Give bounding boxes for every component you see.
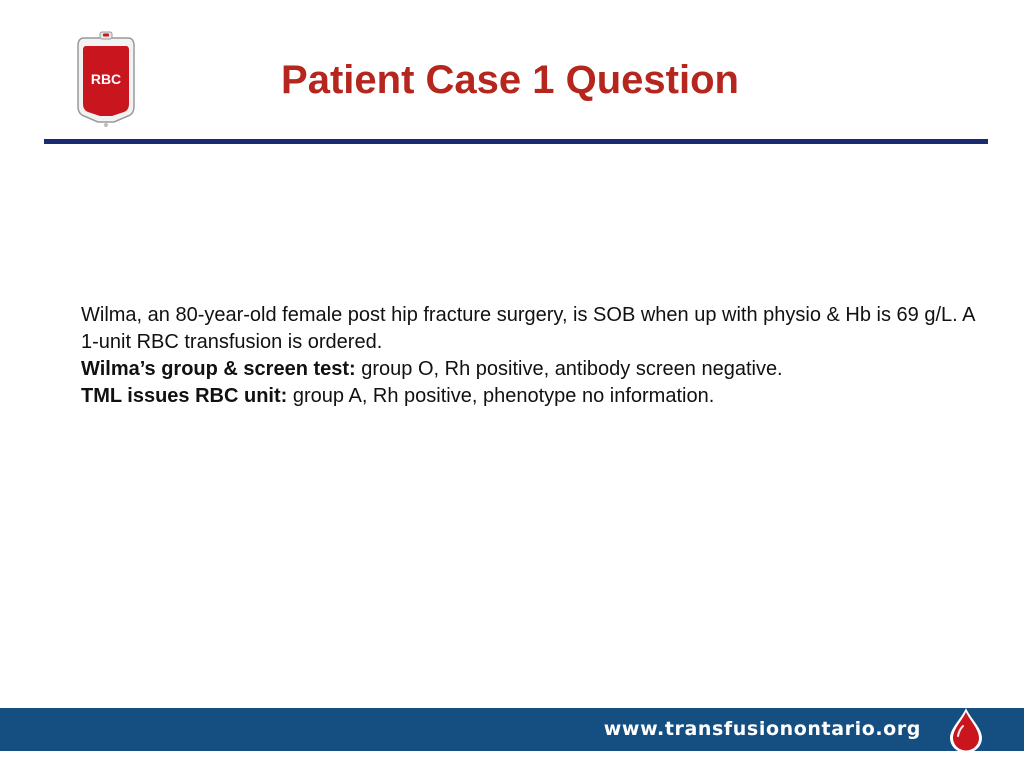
screen-test-line: [81, 356, 991, 383]
issued-unit-line: [81, 383, 991, 410]
page-title: Patient Case 1 Question: [281, 58, 739, 102]
case-description: [81, 302, 991, 410]
footer-url[interactable]: www.transfusionontario.org: [603, 718, 921, 740]
issued-unit-value: group A, Rh positive, phenotype no information.: [287, 385, 715, 407]
logo-label: RBC: [90, 71, 122, 87]
issued-unit-label: TML issues RBC unit:: [81, 385, 288, 407]
footer-band: [0, 708, 1024, 751]
title-divider: [44, 139, 988, 144]
screen-test-value: group O, Rh positive, antibody screen negative.: [355, 358, 783, 380]
case-intro: Wilma, an 80-year-old female post hip fracture surgery, is SOB when up with physio & Hb is 69 g/L. A 1-unit RBC transfusion is ordered.: [81, 304, 975, 353]
rbc-bag-logo: [74, 30, 138, 130]
blood-bag-icon: [74, 30, 138, 130]
blood-drop-icon: [944, 706, 988, 754]
screen-test-label: Wilma’s group & screen test:: [81, 358, 356, 380]
